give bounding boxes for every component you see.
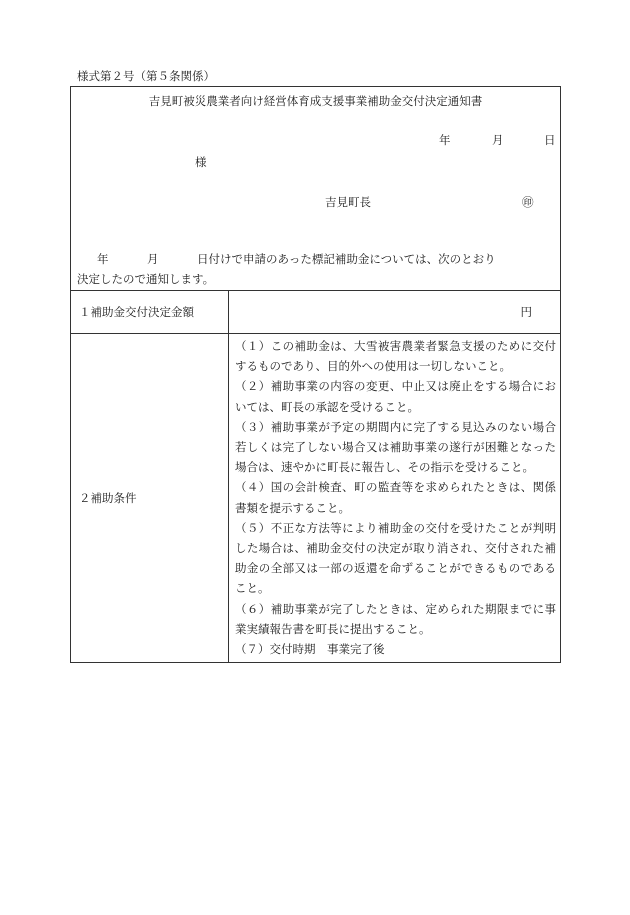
issuer-name: 吉見町長 (325, 195, 371, 209)
condition-item: （１）この補助金は、大雪被害農業者緊急支援のために交付するものであり、目的外への使用は一切しないこと。 (235, 339, 556, 374)
condition-item: （３）補助事業が予定の期間内に完了する見込みのない場合若しくは完了しない場合又は補助事業の遂行が困難となった場合は、速やかに町長に報告し、その指示を受けること。 (235, 419, 556, 475)
seal-mark: ㊞ (522, 195, 534, 209)
amount-value-cell (229, 291, 560, 333)
condition-item: （７）交付時期 事業完了後 (235, 642, 385, 657)
notice-header (71, 87, 560, 291)
body-text-line-1: 日付けで申請のあった標記補助金については、次のとおり (197, 252, 496, 266)
conditions-label: ２補助条件 (71, 334, 229, 662)
condition-item: （４）国の会計検査、町の監査等を求められたときは、関係書類を提示すること。 (235, 480, 556, 515)
date-year-label: 年 (439, 133, 451, 147)
conditions-row (71, 334, 560, 662)
amount-label: １補助金交付決定金額 (71, 291, 229, 333)
form-number: 様式第２号（第５条関係） (77, 69, 215, 83)
recipient-suffix: 様 (195, 155, 207, 169)
notice-form (70, 86, 561, 663)
body-year-label: 年 (97, 252, 109, 266)
document-title: 吉見町被災農業者向け経営体育成支援事業補助金交付決定通知書 (148, 94, 483, 108)
notice-body (77, 249, 554, 289)
amount-unit: 円 (520, 305, 532, 319)
condition-item: （６）補助事業が完了したときは、定められた期限までに事業実績報告書を町長に提出すること。 (235, 601, 556, 636)
condition-item: （２）補助事業の内容の変更、中止又は廃止をする場合においては、町長の承認を受けること。 (235, 379, 556, 414)
body-text-line-2: 決定したので通知します。 (77, 272, 215, 286)
conditions-list (229, 334, 560, 662)
condition-item: （５）不正な方法等により補助金の交付を受けたことが判明した場合は、補助金交付の決定が取り消され、交付された補助金の全部又は一部の返還を命ずることができるものであること。 (235, 520, 556, 596)
date-day-label: 日 (544, 133, 556, 147)
body-month-label: 月 (147, 252, 159, 266)
amount-row (71, 291, 560, 334)
date-month-label: 月 (492, 133, 504, 147)
